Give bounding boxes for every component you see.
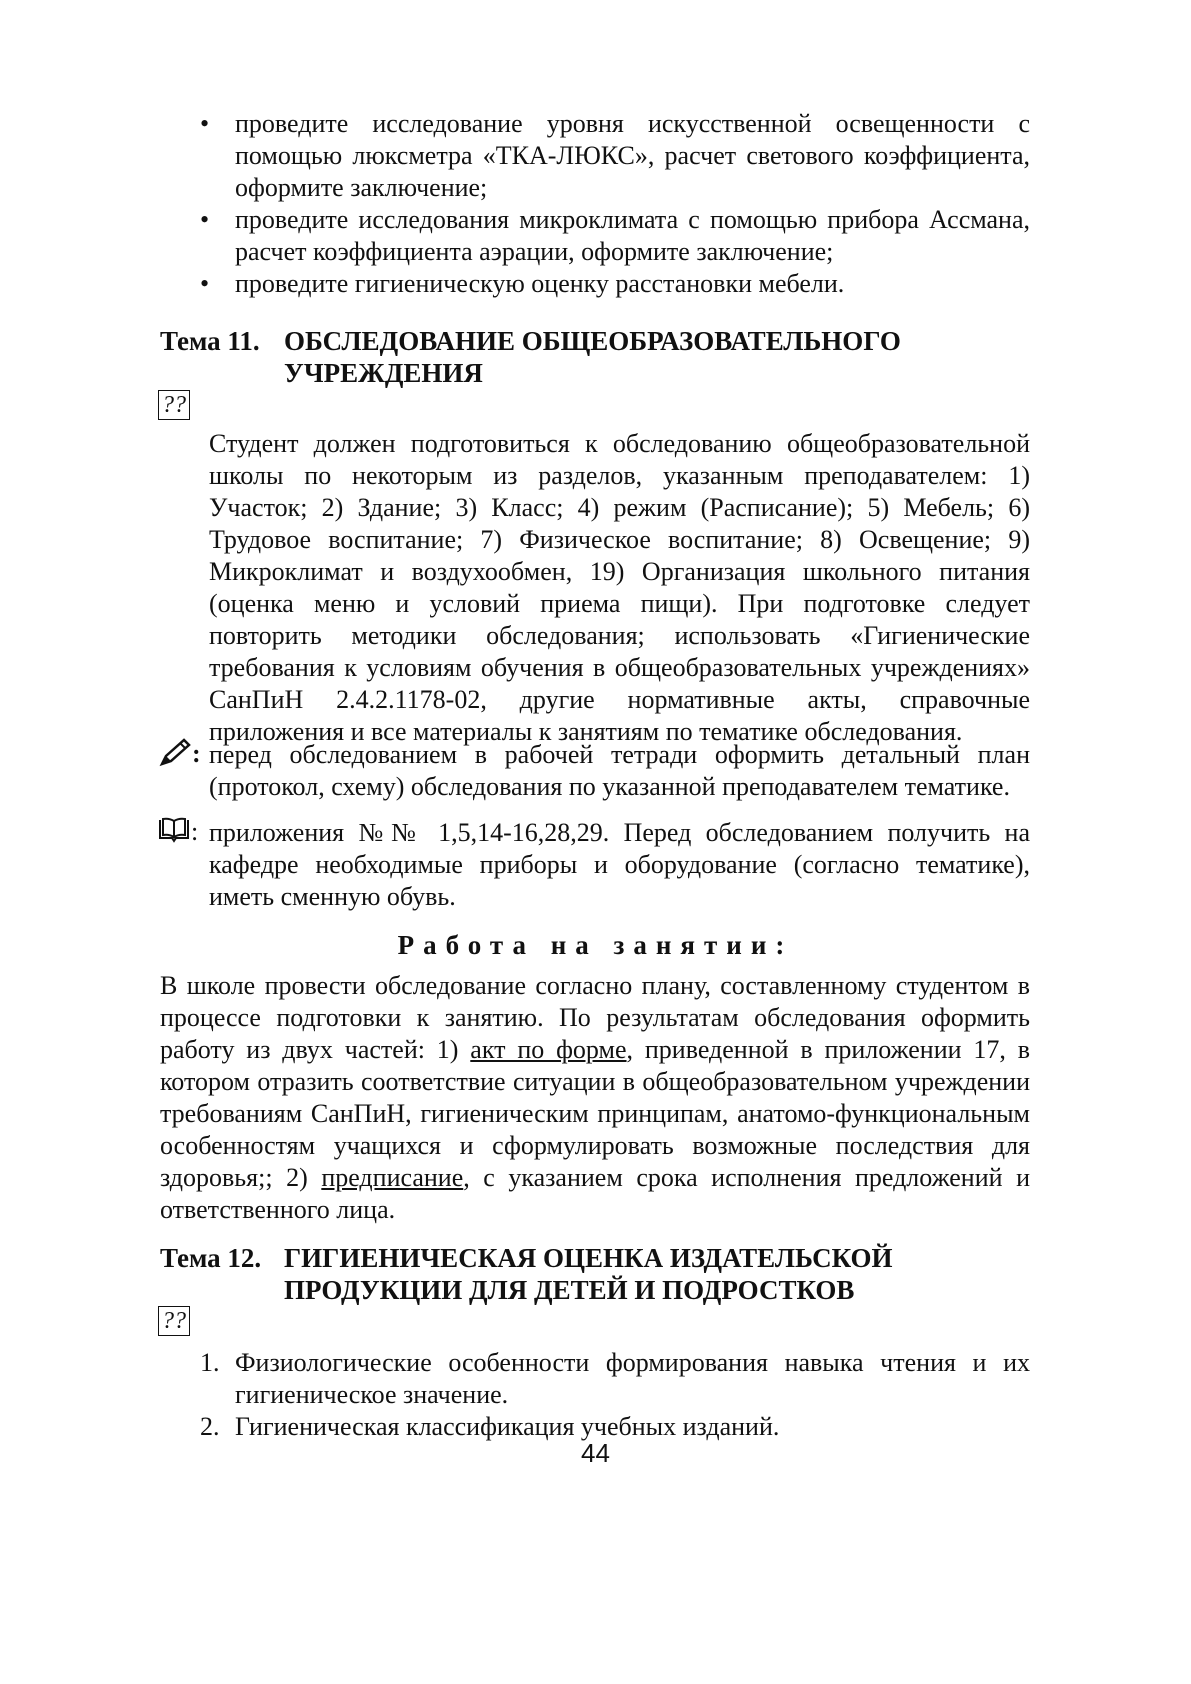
work-text-part1: В школе провести обследование согласно плану, составленному студентом в процессе подготовки к занятию. По результатам обследования оформить работу из двух частей: 1) — [160, 971, 1030, 1064]
topic-title-line1: ОБСЛЕДОВАНИЕ ОБЩЕОБРАЗОВАТЕЛЬНОГО — [284, 326, 901, 356]
work-text-part2: , приведенной в приложении 17, в котором отразить соответствие ситуации в общеобразовательном учреждении требованиям СанПиН, гигиеническим принципам, анатомо-функциональным особенностям учащихся и сформулировать возможные последствия для здоровья;; 2) — [160, 1035, 1030, 1192]
topic-12-heading — [160, 1242, 1060, 1306]
work-paragraph — [160, 970, 1030, 1226]
work-link-prescription: предписание — [321, 1163, 464, 1192]
list-item-number: 2. — [200, 1412, 220, 1441]
topic-11-heading — [160, 325, 1060, 389]
list-item-text: Физиологические особенности формирования навыка чтения и их гигиеническое значение. — [235, 1348, 1030, 1409]
preparation-paragraph: Студент должен подготовиться к обследованию общеобразовательной школы по некоторым из разделов, указанным преподавателем: 1) Участок; 2) Здание; 3) Класс; 4) режим (Расписание); 5) Мебель; 6) Трудовое воспитание; 7) Физическое воспитание; 8) Освещение; 9) Микроклимат и воздухообмен, 19) Организация школьного питания (оценка меню и условий приема пищи). При подготовке следует повторить методики обследования; использовать «Гигиенические требования к условиям обучения в общеобразовательных учреждениях» СанПиН 2.4.2.1178-02, другие нормативные акты, справочные приложения и все материалы к занятиям по тематике обследования. — [209, 429, 1030, 746]
page-number: 44 — [581, 1438, 610, 1468]
numbered-list — [165, 1347, 1030, 1443]
list-item — [165, 1347, 1030, 1411]
topic-title-line2: УЧРЕЖДЕНИЯ — [284, 358, 483, 388]
bullet-item: • проведите исследование уровня искусственной освещенности с помощью люксметра «ТКА-ЛЮКС», расчет светового коэффициента, оформите заключение; — [165, 108, 1030, 204]
topic-title-line1: ГИГИЕНИЧЕСКАЯ ОЦЕНКА ИЗДАТЕЛЬСКОЙ — [284, 1243, 893, 1273]
work-link-act: акт по форме — [470, 1035, 627, 1064]
pencil-icon — [158, 738, 201, 776]
bullet-list-top — [165, 108, 1030, 300]
topic-number: Тема 11. — [160, 326, 260, 356]
book-colon: : — [191, 817, 199, 846]
work-title: Работа на занятии: — [397, 930, 794, 960]
pencil-note: перед обследованием в рабочей тетради оформить детальный план (протокол, схему) обследования по указанной преподавателем тематике. — [209, 740, 1030, 801]
bullet-item: • проведите гигиеническую оценку расстановки мебели. — [165, 268, 1030, 300]
questions-icon: ?? — [158, 390, 190, 420]
book-icon-svg — [158, 816, 190, 844]
list-item-number: 1. — [200, 1348, 220, 1377]
topic-number: Тема 12. — [160, 1243, 262, 1273]
questions-icon: ?? — [158, 1306, 190, 1336]
pencil-icon-svg — [158, 738, 192, 768]
work-text-part3: , с указанием срока исполнения предложений и ответственного лица. — [160, 1163, 1030, 1224]
list-item-text: Гигиеническая классификация учебных изданий. — [235, 1412, 780, 1441]
bullet-item: • проведите исследования микроклимата с помощью прибора Ассмана, расчет коэффициента аэрации, оформите заключение; — [165, 204, 1030, 268]
book-icon — [158, 816, 199, 852]
pencil-colon: : — [192, 739, 201, 768]
topic-title-line2: ПРОДУКЦИИ ДЛЯ ДЕТЕЙ И ПОДРОСТКОВ — [284, 1275, 855, 1305]
book-note: приложения №№ 1,5,14-16,28,29. Перед обследованием получить на кафедре необходимые приборы и оборудование (согласно тематике), иметь сменную обувь. — [209, 818, 1030, 911]
